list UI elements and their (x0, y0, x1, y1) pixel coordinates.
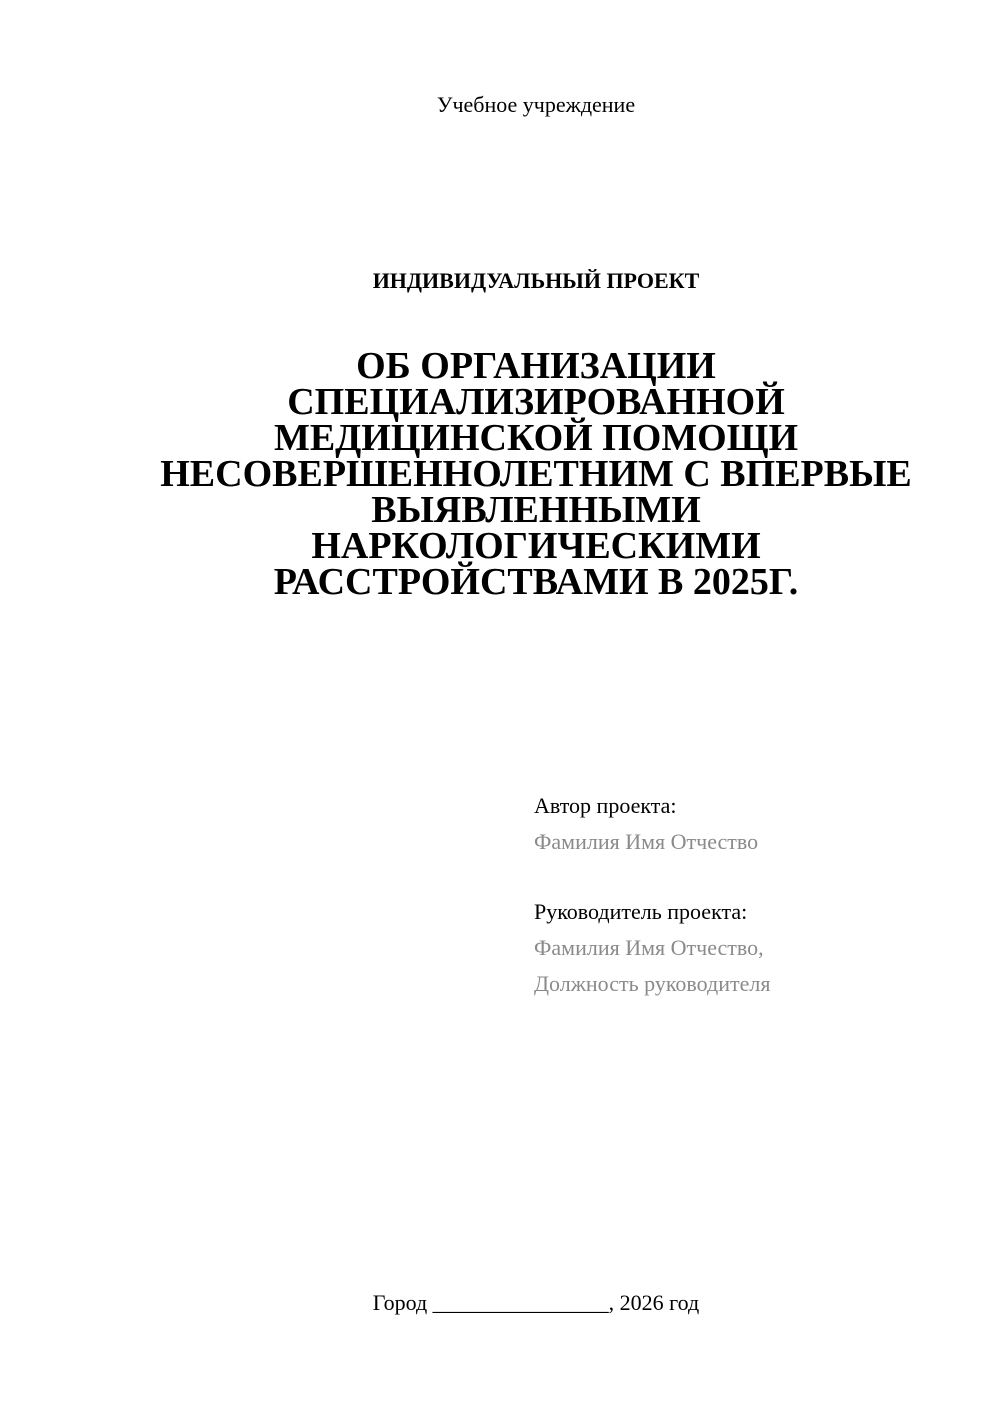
title-line: СПЕЦИАЛИЗИРОВАННОЙ (287, 381, 785, 423)
city-year-line: Город ________________, 2026 год (372, 1290, 700, 1315)
title-line: РАССТРОЙСТВАМИ В 2025Г. (273, 561, 799, 603)
project-type-label: ИНДИВИДУАЛЬНЫЙ ПРОЕКТ (372, 268, 700, 293)
project-title (150, 345, 922, 603)
title-line: МЕДИЦИНСКОЙ ПОМОЩИ (273, 417, 799, 459)
author-label: Автор проекта: (534, 793, 677, 818)
title-line: НЕСОВЕРШЕННОЛЕТНИМ С ВПЕРВЫЕ (160, 453, 912, 495)
supervisor-position-placeholder: Должность руководителя (534, 971, 771, 996)
institution-name: Учебное учреждение (436, 92, 636, 117)
supervisor-name-placeholder: Фамилия Имя Отчество, (534, 935, 764, 960)
credits-spacer (534, 860, 770, 894)
title-line: НАРКОЛОГИЧЕСКИМИ (311, 525, 761, 567)
supervisor-label: Руководитель проекта: (534, 899, 748, 924)
title-line: ОБ ОРГАНИЗАЦИИ (356, 345, 716, 387)
credits-block (534, 788, 770, 1002)
title-line: ВЫЯВЛЕННЫМИ (371, 489, 701, 531)
author-name-placeholder: Фамилия Имя Отчество (534, 829, 759, 854)
